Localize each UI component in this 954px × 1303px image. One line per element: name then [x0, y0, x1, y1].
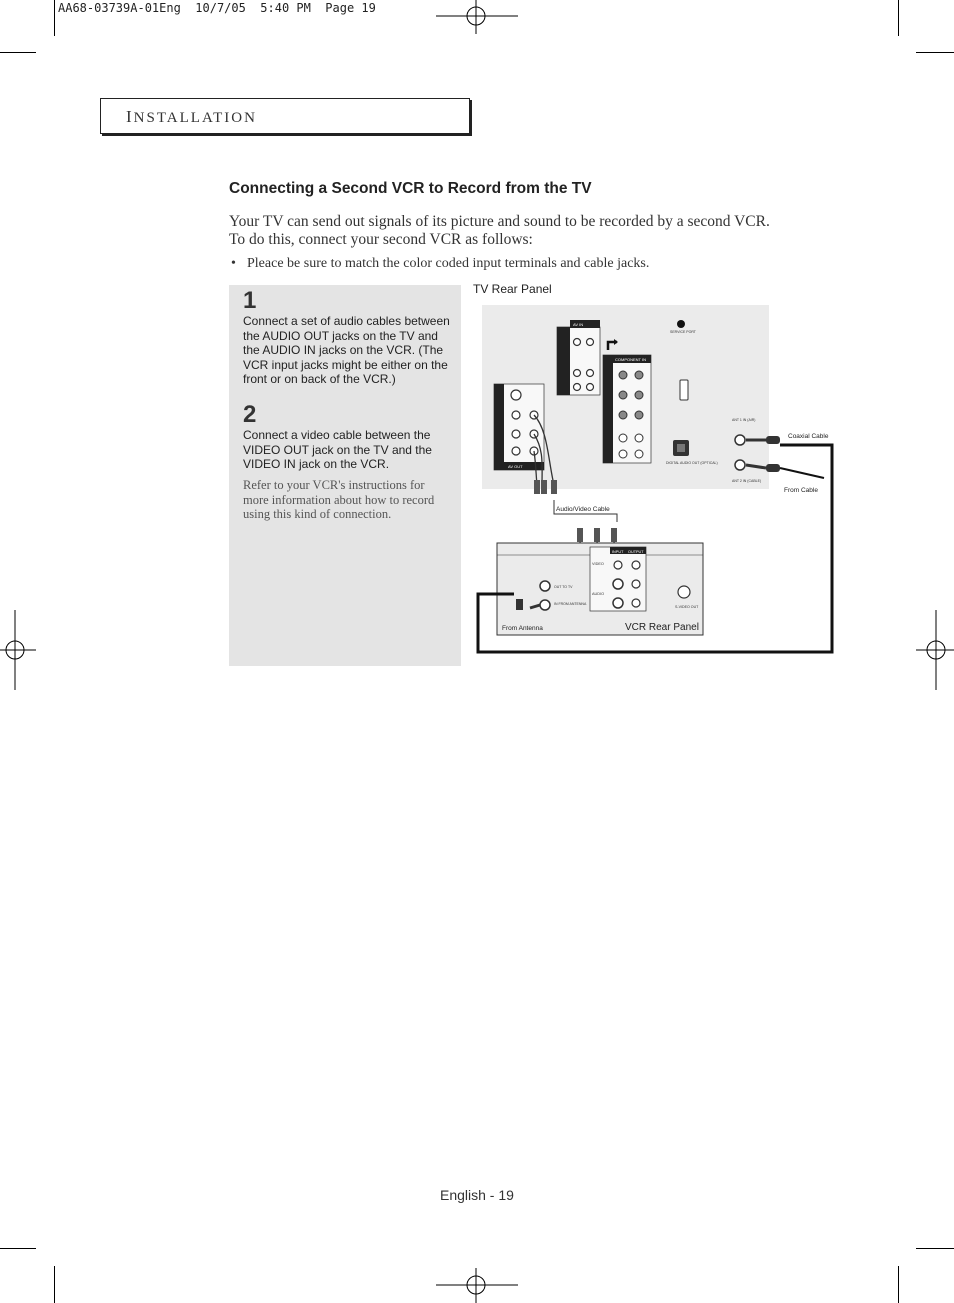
vcr-audio-text: AUDIO	[592, 592, 605, 596]
crop-mark	[898, 0, 899, 36]
ant1-jack	[735, 435, 745, 445]
av-in-text: AV IN	[573, 322, 584, 327]
step-text: Connect a video cable between the VIDEO OUT jack on the TV and the VIDEO IN jack on the VCR.	[243, 428, 432, 472]
vcr-input-text: INPUT	[612, 550, 624, 554]
crop-mark	[0, 1248, 36, 1249]
ant1-text: ANT 1 IN (AIR)	[732, 418, 756, 422]
registration-mark	[0, 610, 36, 690]
vcr-rear-panel-label: VCR Rear Panel	[625, 622, 699, 633]
step-number: 1	[243, 287, 257, 314]
digital-audio-out-text: DIGITAL AUDIO OUT (OPTICAL)	[666, 461, 718, 465]
service-port-text: SERVICE PORT	[670, 330, 696, 334]
vcr-output-text: OUTPUT	[628, 550, 644, 554]
note-text: Refer to your VCR's instructions for more information about how to record using this kind of connection.	[243, 478, 435, 522]
vcr-s-video-jack	[678, 586, 690, 598]
vcr-s-video-text: S-VIDEO OUT	[675, 605, 699, 609]
crop-mark	[916, 52, 954, 53]
crop-mark	[54, 0, 55, 36]
page-number: English - 19	[440, 1187, 514, 1203]
audio-video-cable-label: Audio/Video Cable	[556, 506, 610, 513]
print-header: AA68-03739A-01Eng 10/7/05 5:40 PM Page 19	[58, 1, 376, 15]
intro-paragraph: Your TV can send out signals of its picture and sound to be recorded by a second VCR. To do this, connect your second VCR as follows:	[229, 213, 770, 248]
vcr-out-to-tv-text: OUT TO TV	[554, 585, 573, 589]
step-number: 2	[243, 401, 257, 428]
component-in-text: COMPONENT IN	[615, 357, 647, 362]
vcr-in-from-antenna-text: IN FROM ANTENNA	[554, 602, 587, 606]
registration-mark	[436, 1268, 518, 1303]
av-out-text: AV OUT	[508, 464, 523, 469]
service-port	[677, 320, 685, 328]
bullet-item: • Pleace be sure to match the color coded input terminals and cable jacks.	[231, 256, 650, 271]
crop-mark	[0, 52, 36, 53]
step-text: Connect a set of audio cables between the AUDIO OUT jacks on the TV and the AUDIO IN jacks on the VCR. (The VCR input jacks might be either on the front or on back of the VCR.)	[243, 314, 450, 387]
tv-rear-panel-label: TV Rear Panel	[473, 282, 552, 296]
vcr-video-text: VIDEO	[592, 562, 604, 566]
crop-mark	[898, 1266, 899, 1303]
section-title: INSTALLATION	[126, 107, 257, 126]
connection-diagram	[470, 300, 840, 660]
steps-panel	[229, 285, 461, 666]
crop-mark	[916, 1248, 954, 1249]
ant2-text: ANT 2 IN (CABLE)	[732, 479, 762, 483]
crop-mark	[54, 1266, 55, 1303]
from-antenna-label: From Antenna	[502, 625, 543, 632]
from-cable-label: From Cable	[784, 487, 818, 494]
registration-mark	[916, 610, 954, 690]
coaxial-cable-label: Coaxial Cable	[788, 433, 829, 440]
registration-mark	[436, 0, 518, 34]
page-heading: Connecting a Second VCR to Record from the TV	[229, 180, 592, 197]
